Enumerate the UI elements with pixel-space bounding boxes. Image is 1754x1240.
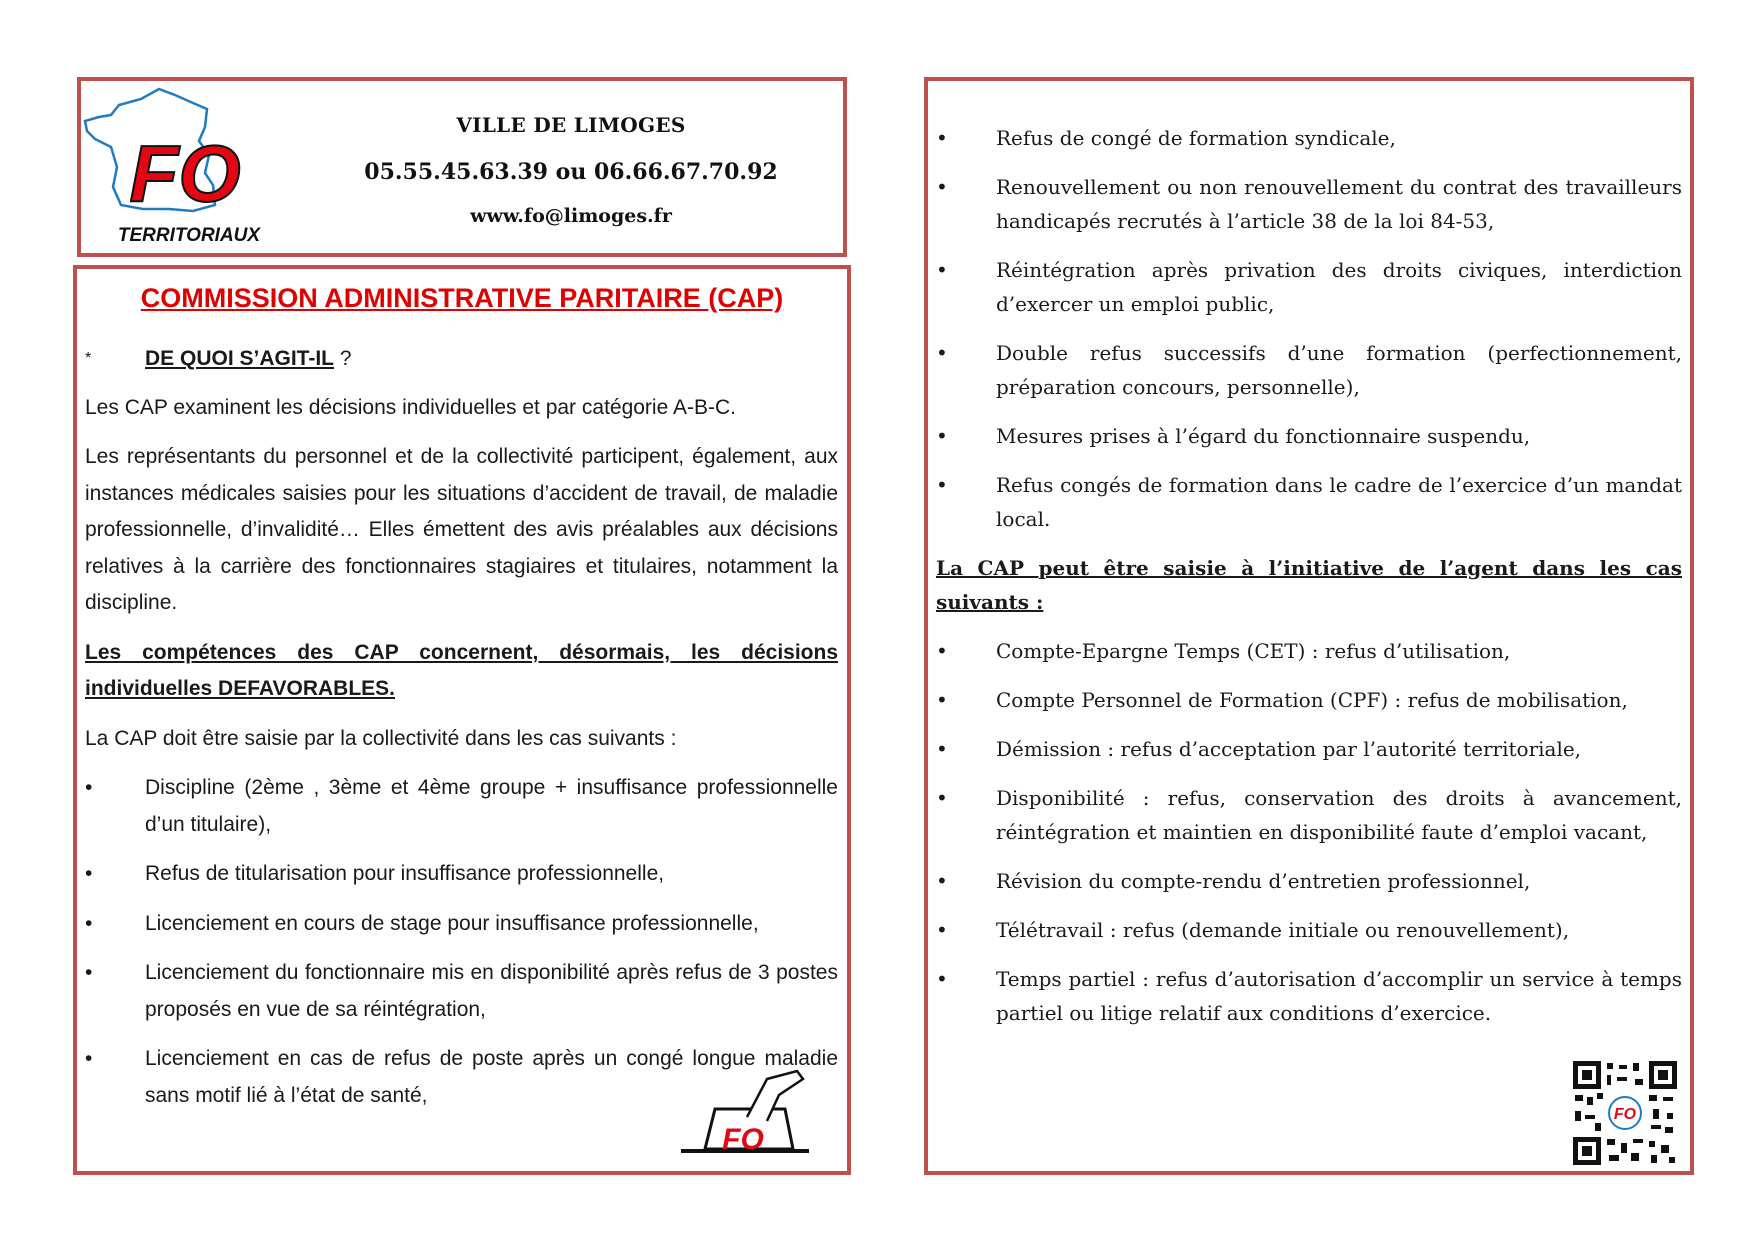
ballot-fo-letters: FO — [722, 1123, 764, 1156]
paragraph-representants: Les représentants du personnel et de la collectivité participent, également, aux instances médicales saisies pour les situations d’accident de travail, de maladie professionnelle, d’invalidité… Elles émettent des avis préalables aux décisions relatives à la carrière des fonctionnaires stagiaires et titulaires, notamment la discipline. — [85, 445, 838, 615]
list-item: • Compte-Epargne Temps (CET) : refus d’utilisation, — [936, 634, 1682, 668]
list-item: • Refus de titularisation pour insuffisance professionnelle, — [85, 856, 838, 893]
logo-territoriaux-caption: TERRITORIAUX — [117, 225, 261, 246]
list-item: • Mesures prises à l’égard du fonctionnaire suspendu, — [936, 419, 1682, 453]
question-mark: ? — [334, 347, 352, 370]
list-item: • Licenciement en cas de refus de poste après un congé longue maladie sans motif lié à l’état de santé, — [85, 1041, 838, 1114]
page-title: COMMISSION ADMINISTRATIVE PARITAIRE (CAP) — [140, 283, 784, 313]
list-item: • Télétravail : refus (demande initiale ou renouvellement), — [936, 913, 1682, 947]
question-heading: DE QUOI S’AGIT-IL — [145, 347, 335, 370]
header-box — [77, 77, 847, 257]
list-item: • Renouvellement ou non renouvellement du contrat des travailleurs handicapés recrutés à l’article 38 de la loi 84-53, — [936, 170, 1682, 238]
list-item: • Réintégration après privation des droits civiques, interdiction d’exercer un emploi public, — [936, 253, 1682, 321]
list-item: • Compte Personnel de Formation (CPF) : refus de mobilisation, — [936, 683, 1682, 717]
competences-heading: Les compétences des CAP concernent, désormais, les décisions individuelles DEFAVORABLES. — [85, 640, 838, 701]
list-item: • Temps partiel : refus d’autorisation d’accomplir un service à temps partiel ou litige relatif aux conditions d’exercice. — [936, 962, 1682, 1030]
paragraph-saisie-collectivite: La CAP doit être saisie par la collectivité dans les cas suivants : — [85, 726, 677, 750]
agent-initiative-heading: La CAP peut être saisie à l’initiative de l’agent dans les cas suivants : — [936, 556, 1682, 614]
qr-code-icon — [1573, 1061, 1677, 1165]
right-text-column — [936, 121, 1682, 1045]
phone-numbers: 05.55.45.63.39 ou 06.66.67.70.92 — [364, 159, 778, 185]
agent-cases-list — [936, 634, 1682, 1030]
website: www.fo@limoges.fr — [470, 205, 672, 227]
asterisk-marker: * — [85, 350, 92, 368]
logo-fo-letters: FO — [129, 129, 241, 218]
ballot-box-icon — [675, 1069, 815, 1159]
paragraph-cap-examine: Les CAP examinent les décisions individuelles et par catégorie A-B-C. — [85, 395, 736, 419]
fo-territoriaux-logo — [81, 81, 281, 253]
list-item: • Licenciement du fonctionnaire mis en disponibilité après refus de 3 postes proposés en vue de sa réintégration, — [85, 955, 838, 1028]
question-line — [85, 341, 838, 378]
list-item: • Licenciement en cours de stage pour insuffisance professionnelle, — [85, 906, 838, 943]
collectivite-cases-list — [85, 770, 838, 1114]
collectivite-cases-list-continued — [936, 121, 1682, 536]
left-content-box — [73, 265, 851, 1175]
list-item: • Double refus successifs d’une formation (perfectionnement, préparation concours, personnelle), — [936, 336, 1682, 404]
left-text-column — [85, 341, 838, 1127]
city-name: VILLE DE LIMOGES — [456, 113, 686, 137]
list-item: • Disponibilité : refus, conservation des droits à avancement, réintégration et maintien en disponibilité faute d’emploi vacant, — [936, 781, 1682, 849]
list-item: • Refus congés de formation dans le cadre de l’exercice d’un mandat local. — [936, 468, 1682, 536]
list-item: • Discipline (2ème , 3ème et 4ème groupe + insuffisance professionnelle d’un titulaire), — [85, 770, 838, 843]
right-content-box — [924, 77, 1694, 1175]
list-item: • Révision du compte-rendu d’entretien professionnel, — [936, 864, 1682, 898]
list-item: • Refus de congé de formation syndicale, — [936, 121, 1682, 155]
qr-fo-letters: FO — [1613, 1106, 1637, 1123]
list-item: • Démission : refus d’acceptation par l’autorité territoriale, — [936, 732, 1682, 766]
